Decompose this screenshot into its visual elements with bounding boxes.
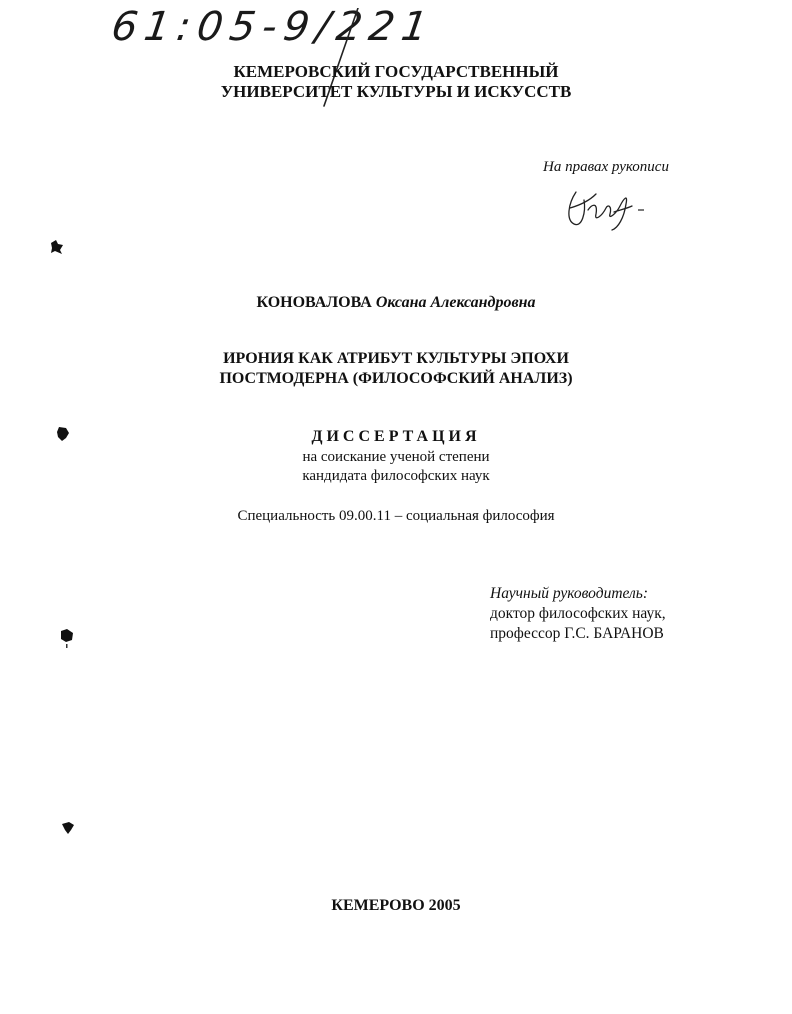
document-type: ДИССЕРТАЦИЯ	[311, 428, 481, 445]
dissertation-title-line-1: ИРОНИЯ КАК АТРИБУТ КУЛЬТУРЫ ЭПОХИ	[223, 350, 569, 367]
archive-code-handwritten: 61:05-9/221	[108, 4, 438, 50]
scan-hole-mark	[48, 238, 66, 256]
university-name-line-1: КЕМЕРОВСКИЙ ГОСУДАРСТВЕННЫЙ	[233, 62, 559, 81]
university-name-line-2: УНИВЕРСИТЕТ КУЛЬТУРЫ И ИСКУССТВ	[220, 82, 572, 101]
rights-note: На правах рукописи	[543, 159, 669, 175]
author-name	[0, 294, 792, 312]
handwritten-signature	[562, 184, 652, 234]
author-given-names: Оксана Александровна	[375, 294, 536, 311]
city-year: КЕМЕРОВО 2005	[331, 897, 461, 914]
scan-hole-mark	[60, 820, 76, 836]
advisor-name: профессор Г.С. БАРАНОВ	[490, 625, 664, 642]
degree-line-1: на соискание ученой степени	[302, 449, 490, 465]
advisor-degree: доктор философских наук,	[490, 605, 666, 622]
advisor-block	[490, 584, 666, 644]
scan-hole-mark	[58, 627, 76, 649]
degree-line-2: кандидата философских наук	[302, 468, 490, 484]
author-surname: КОНОВАЛОВА	[256, 294, 372, 311]
dissertation-title-line-2: ПОСТМОДЕРНА (ФИЛОСОФСКИЙ АНАЛИЗ)	[219, 370, 573, 387]
scan-hole-mark	[55, 425, 71, 443]
advisor-label: Научный руководитель:	[490, 585, 648, 602]
specialty: Специальность 09.00.11 – социальная философия	[237, 508, 555, 524]
